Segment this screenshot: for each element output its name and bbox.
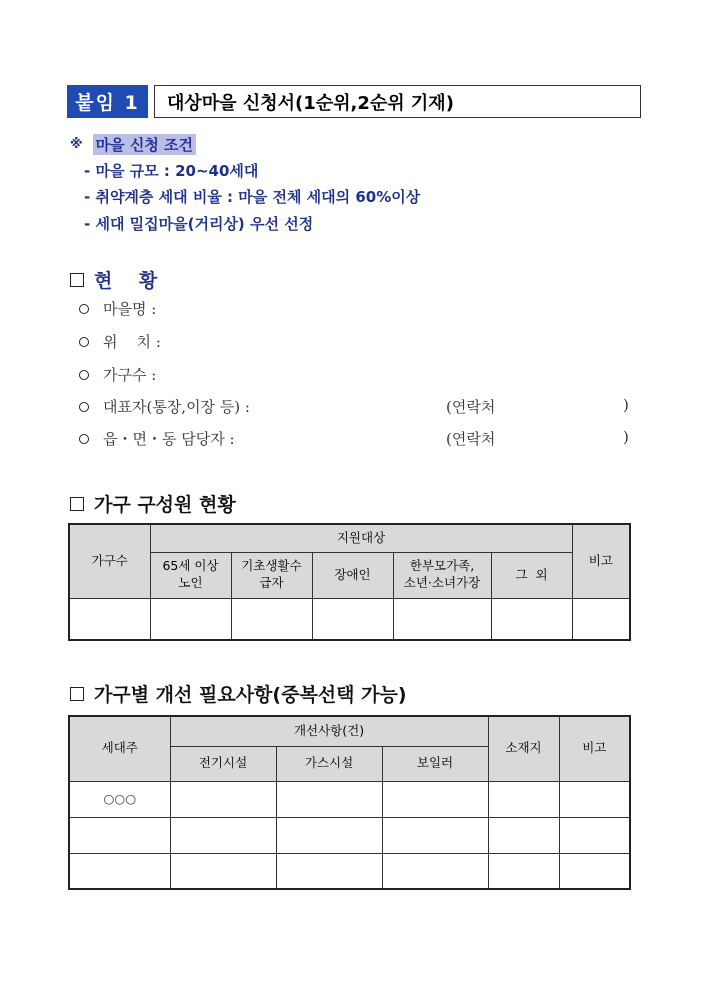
status-item-village xyxy=(79,298,156,319)
subcol-single-parent: 한부모가족, 소년·소녀가장 xyxy=(393,552,491,598)
representative-contact-close: ) xyxy=(623,396,629,414)
status-item-representative xyxy=(79,396,250,417)
status-heading-text: 현 황 xyxy=(94,270,158,292)
cell-electric-input[interactable] xyxy=(170,853,276,889)
cell-gas-input[interactable] xyxy=(276,781,382,817)
condition-item: - 마을 규모 : 20~40세대 xyxy=(84,162,259,180)
cell-electric-input[interactable] xyxy=(170,817,276,853)
status-label: 대표자(통장,이장 등) : xyxy=(103,398,250,416)
col-households: 가구수 xyxy=(69,524,150,598)
cell-location-input[interactable] xyxy=(488,853,559,889)
checkbox-square-icon xyxy=(70,273,84,287)
col-note: 비고 xyxy=(559,716,630,781)
status-label: 가구수 : xyxy=(103,366,157,384)
cell-head-name[interactable] xyxy=(69,853,170,889)
cell-note-input[interactable] xyxy=(559,853,630,889)
cell-gas-input[interactable] xyxy=(276,853,382,889)
subcol-elderly: 65세 이상 노인 xyxy=(150,552,231,598)
circle-bullet-icon xyxy=(79,434,89,444)
status-item-location xyxy=(79,331,161,352)
improvements-table xyxy=(68,715,631,890)
cell-gas-input[interactable] xyxy=(276,817,382,853)
circle-bullet-icon xyxy=(79,304,89,314)
conditions-heading xyxy=(70,134,196,155)
circle-bullet-icon xyxy=(79,402,89,412)
attachment-badge: 붙임 1 xyxy=(67,85,148,118)
status-section-heading xyxy=(70,266,157,293)
subcol-disabled: 장애인 xyxy=(312,552,393,598)
status-label: 위 치 : xyxy=(103,333,161,351)
improvements-heading-text: 가구별 개선 필요사항(중복선택 가능) xyxy=(94,684,407,706)
cell-note-input[interactable] xyxy=(559,817,630,853)
cell-head-name[interactable]: ○○○ xyxy=(69,781,170,817)
cell-note-input[interactable] xyxy=(559,781,630,817)
officer-contact-label: (연락처 xyxy=(446,430,496,448)
subcol-other: 그 외 xyxy=(491,552,572,598)
cell-location-input[interactable] xyxy=(488,817,559,853)
circle-bullet-icon xyxy=(79,337,89,347)
representative-contact-label: (연락처 xyxy=(446,398,496,416)
officer-contact-close: ) xyxy=(623,428,629,446)
cell-disabled-input[interactable] xyxy=(312,598,393,640)
cell-electric-input[interactable] xyxy=(170,781,276,817)
cell-boiler-input[interactable] xyxy=(382,817,488,853)
checkbox-square-icon xyxy=(70,497,84,511)
cell-head-name[interactable] xyxy=(69,817,170,853)
household-table xyxy=(68,523,631,641)
col-note: 비고 xyxy=(572,524,630,598)
cell-other-input[interactable] xyxy=(491,598,572,640)
cell-boiler-input[interactable] xyxy=(382,853,488,889)
cell-single-parent-input[interactable] xyxy=(393,598,491,640)
checkbox-square-icon xyxy=(70,687,84,701)
improvements-section-heading xyxy=(70,680,407,707)
col-improvement-items: 개선사항(건) xyxy=(170,716,488,746)
cell-elderly-input[interactable] xyxy=(150,598,231,640)
condition-item: - 세대 밀집마을(거리상) 우선 선정 xyxy=(84,215,314,233)
cell-note-input[interactable] xyxy=(572,598,630,640)
household-section-heading xyxy=(70,490,236,517)
col-support-targets: 지원대상 xyxy=(150,524,572,552)
document-title: 대상마을 신청서(1순위,2순위 기재) xyxy=(154,85,641,118)
cell-boiler-input[interactable] xyxy=(382,781,488,817)
subcol-electric: 전기시설 xyxy=(170,746,276,781)
subcol-boiler: 보일러 xyxy=(382,746,488,781)
circle-bullet-icon xyxy=(79,370,89,380)
subcol-gas: 가스시설 xyxy=(276,746,382,781)
col-location: 소재지 xyxy=(488,716,559,781)
status-label: 마을명 : xyxy=(103,300,157,318)
household-heading-text: 가구 구성원 현황 xyxy=(94,494,236,516)
status-item-officer xyxy=(79,428,235,449)
reference-mark: ※ xyxy=(70,137,83,152)
col-head-of-household: 세대주 xyxy=(69,716,170,781)
conditions-title: 마을 신청 조건 xyxy=(93,134,196,155)
cell-households-input[interactable] xyxy=(69,598,150,640)
status-item-households xyxy=(79,364,156,385)
status-label: 읍・면・동 담당자 : xyxy=(103,430,235,448)
subcol-basic-livelihood: 기초생활수 급자 xyxy=(231,552,312,598)
cell-location-input[interactable] xyxy=(488,781,559,817)
condition-item: - 취약계층 세대 비율 : 마을 전체 세대의 60%이상 xyxy=(84,188,421,206)
cell-basic-livelihood-input[interactable] xyxy=(231,598,312,640)
